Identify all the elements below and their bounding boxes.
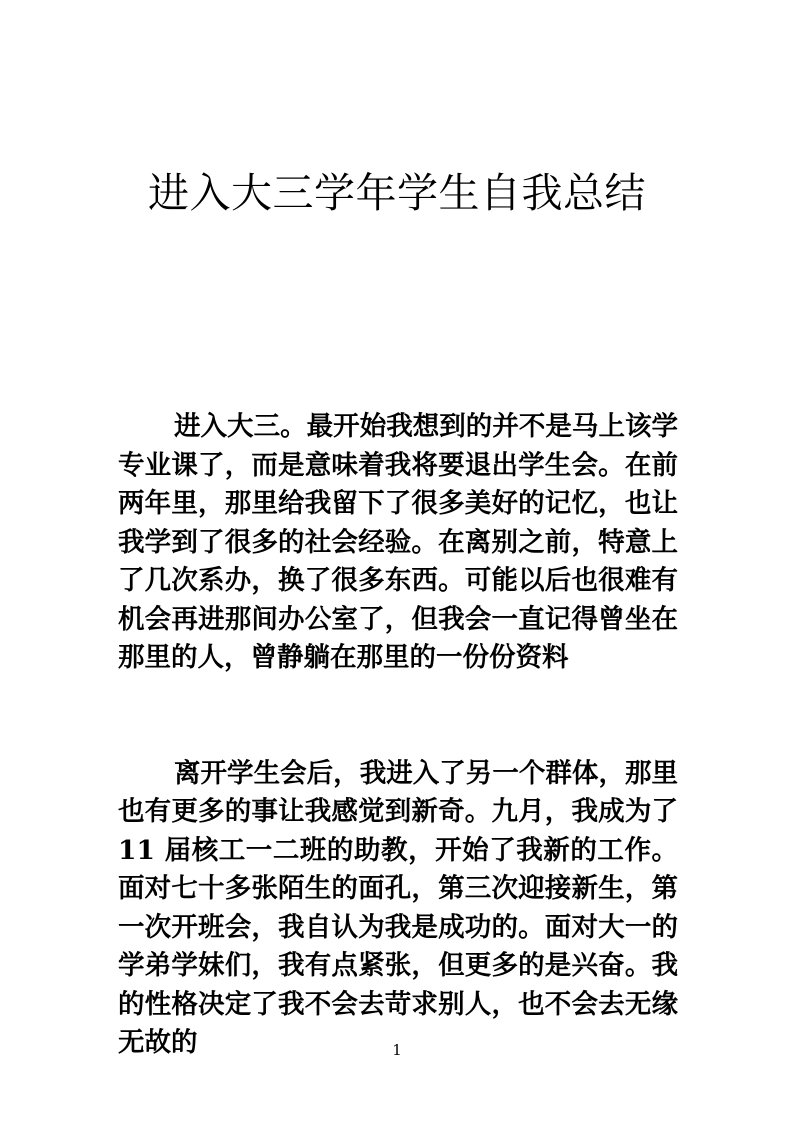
page-title: 进入大三学年学生自我总结 — [148, 169, 646, 218]
document-body — [118, 408, 678, 1063]
paragraph-spacer — [118, 678, 678, 755]
page-number: 1 — [392, 1041, 402, 1059]
body-paragraph-1: 进入大三。最开始我想到的并不是马上该学专业课了，而是意味着我将要退出学生会。在前两年里，那里给我留下了很多美好的记忆，也让我学到了很多的社会经验。在离别之前，特意上了几次系办，换了很多东西。可能以后也很难有机会再进那间办公室了，但我会一直记得曾坐在那里的人，曾静躺在那里的一份份资料 — [118, 411, 678, 673]
body-paragraph-2: 离开学生会后，我进入了另一个群体，那里也有更多的事让我感觉到新奇。九月，我成为了 11 届核工一二班的助教，开始了我新的工作。面对七十多张陌生的面孔，第三次迎接新生，第一次开班会，我自认为我是成功的。面对大一的学弟学妹们，我有点紧张，但更多的是兴奋。我的性格决定了我不会去苛求别人，也不会去无缘无故的 — [118, 757, 678, 1058]
